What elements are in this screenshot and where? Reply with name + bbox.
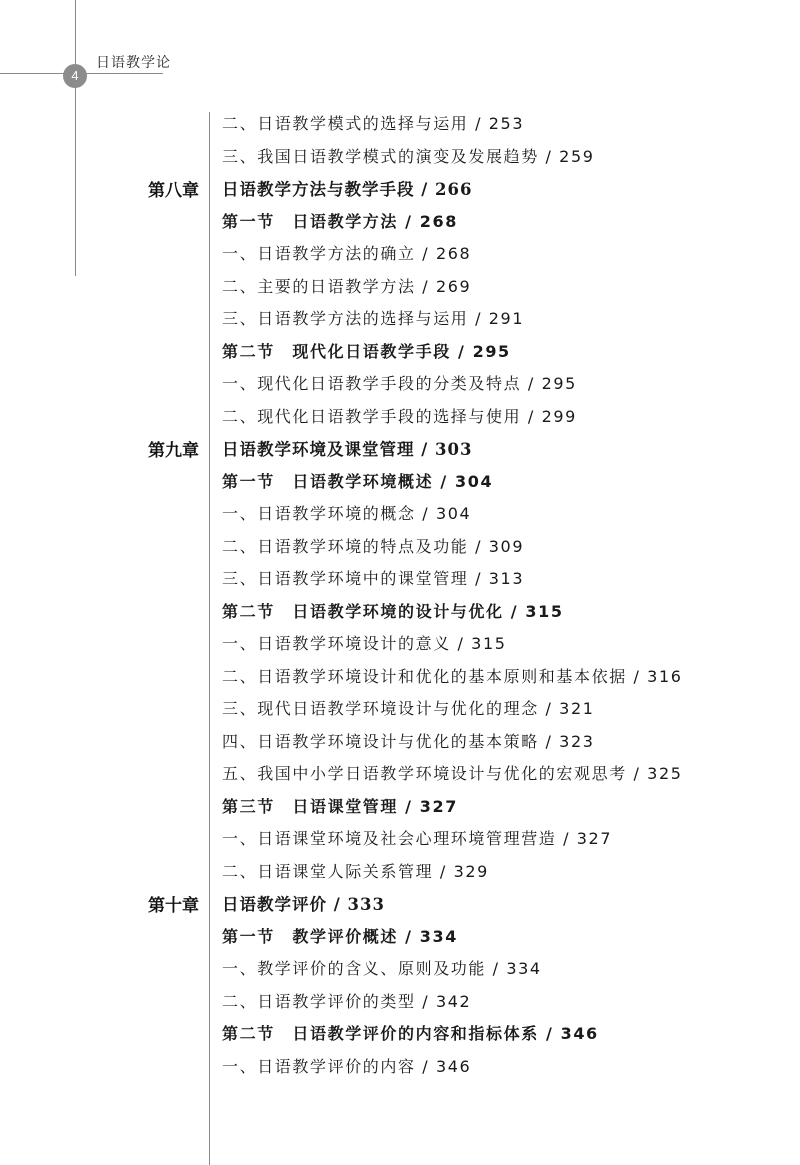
toc-row [0, 108, 800, 141]
toc-entry: 二、日语教学环境设计和优化的基本原则和基本依据 / 316 [222, 666, 683, 686]
toc-entry: 一、日语课堂环境及社会心理环境管理营造 / 327 [222, 829, 613, 848]
toc-row [0, 661, 800, 694]
toc-row [0, 466, 800, 499]
toc-entry: 一、教学评价的含义、原则及功能 / 334 [222, 959, 542, 978]
toc-entry: 五、我国中小学日语教学环境设计与优化的宏观思考 / 325 [222, 764, 683, 783]
section-entry: 第一节 日语教学环境概述 / 304 [222, 471, 494, 491]
toc-row [0, 303, 800, 336]
toc-row [0, 336, 800, 369]
toc-row [0, 921, 800, 954]
toc-entry: 三、现代日语教学环境设计与优化的理念 / 321 [222, 699, 595, 718]
toc-row [0, 791, 800, 824]
toc-row [0, 531, 800, 564]
toc-entry: 四、日语教学环境设计与优化的基本策略 / 323 [222, 731, 595, 751]
toc-entry: 一、日语教学评价的内容 / 346 [222, 1056, 472, 1076]
toc-entry: 三、日语教学方法的选择与运用 / 291 [222, 309, 525, 328]
toc-entry: 二、日语教学环境的特点及功能 / 309 [222, 536, 525, 556]
toc-entry: 三、日语教学环境中的课堂管理 / 313 [222, 569, 525, 588]
toc-row [0, 401, 800, 434]
running-title: 日语教学论 [96, 55, 171, 71]
section-entry: 第三节 日语课堂管理 / 327 [222, 796, 458, 816]
toc-entry: 二、现代化日语教学手段的选择与使用 / 299 [222, 406, 577, 426]
toc-row [0, 563, 800, 596]
toc-row [0, 628, 800, 661]
chapter-label: 第九章 [148, 441, 199, 461]
table-of-contents [0, 108, 800, 1083]
toc-row [0, 238, 800, 271]
chapter-label: 第十章 [148, 896, 199, 916]
toc-entry: 二、主要的日语教学方法 / 269 [222, 276, 472, 296]
toc-row [0, 986, 800, 1019]
toc-row [0, 726, 800, 759]
toc-row [0, 693, 800, 726]
toc-row [0, 173, 800, 206]
section-entry: 第二节 现代化日语教学手段 / 295 [222, 341, 511, 361]
toc-entry: 二、日语课堂人际关系管理 / 329 [222, 861, 489, 881]
toc-entry: 一、日语教学方法的确立 / 268 [222, 244, 472, 263]
chapter-title: 日语教学环境及课堂管理 / 303 [222, 440, 473, 459]
section-entry: 第一节 教学评价概述 / 334 [222, 926, 458, 946]
toc-row [0, 1018, 800, 1051]
page-number: 4 [63, 64, 87, 88]
chapter-label: 第八章 [148, 181, 199, 201]
section-entry: 第二节 日语教学评价的内容和指标体系 / 346 [222, 1024, 599, 1043]
toc-entry: 三、我国日语教学模式的演变及发展趋势 / 259 [222, 146, 595, 166]
chapter-title: 日语教学评价 / 333 [222, 895, 385, 914]
toc-row [0, 368, 800, 401]
chapter-title: 日语教学方法与教学手段 / 266 [222, 180, 473, 199]
toc-row [0, 141, 800, 174]
section-entry: 第一节 日语教学方法 / 268 [222, 211, 458, 231]
toc-row [0, 206, 800, 239]
toc-row [0, 498, 800, 531]
toc-entry: 一、现代化日语教学手段的分类及特点 / 295 [222, 374, 577, 393]
toc-row [0, 888, 800, 921]
toc-row [0, 856, 800, 889]
toc-entry: 一、日语教学环境设计的意义 / 315 [222, 634, 507, 653]
toc-row [0, 823, 800, 856]
toc-entry: 二、日语教学模式的选择与运用 / 253 [222, 114, 525, 133]
toc-row [0, 433, 800, 466]
toc-entry: 二、日语教学评价的类型 / 342 [222, 991, 472, 1011]
toc-row [0, 758, 800, 791]
toc-row [0, 1051, 800, 1084]
toc-row [0, 953, 800, 986]
toc-row [0, 271, 800, 304]
toc-entry: 一、日语教学环境的概念 / 304 [222, 504, 472, 523]
toc-row [0, 596, 800, 629]
section-entry: 第二节 日语教学环境的设计与优化 / 315 [222, 601, 564, 621]
